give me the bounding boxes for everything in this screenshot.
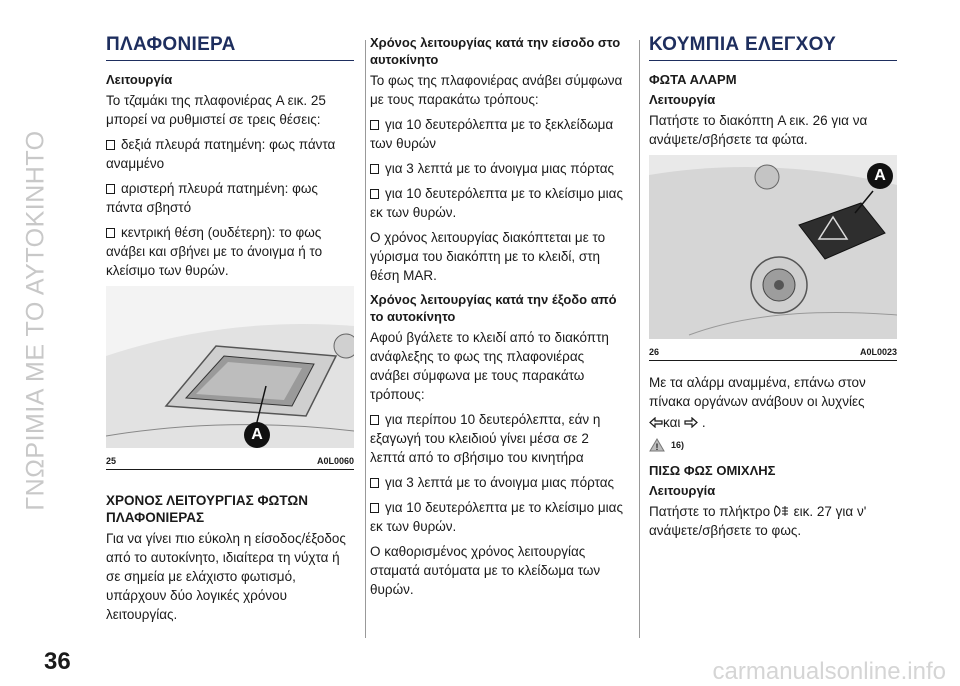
- column-1: [106, 34, 354, 630]
- chapter-side-title: ΓΝΩΡΙΜΙΑ ΜΕ ΤΟ ΑΥΤΟΚΙΝΗΤΟ: [21, 129, 50, 511]
- warning-triangle-icon: [649, 438, 665, 452]
- warning-reference: ! 16): [649, 438, 897, 452]
- list-item: δεξιά πλευρά πατημένη: φως πάντα αναμμένο: [106, 137, 336, 171]
- subheading-hazard-lights: ΦΩΤΑ ΑΛΑΡΜ: [649, 72, 737, 87]
- paragraph: Πατήστε το πλήκτρο εικ. 27 για ν' ανάψετε/σβήσετε το φως.: [649, 504, 867, 538]
- subheading-operation: Λειτουργία: [649, 92, 716, 107]
- list-item: κεντρική θέση (ουδέτερη): το φως ανάβει και σβήνει με το άνοιγμα ή το κλείσιμο των θυρών.: [106, 225, 323, 278]
- checkbox-bullet-icon: [370, 478, 379, 488]
- list-item: για 10 δευτερόλεπτα με το κλείσιμο μιας εκ των θυρών.: [370, 186, 623, 220]
- paragraph: και .: [649, 413, 897, 432]
- svg-text:!: !: [655, 442, 659, 452]
- paragraph: Ο χρόνος λειτουργίας διακόπτεται με το γύρισμα του διακόπτη με το κλειδί, στη θέση MAR.: [370, 230, 606, 283]
- figure-marker-a: A: [244, 422, 270, 448]
- ceiling-light-illustration: [106, 286, 354, 448]
- checkbox-bullet-icon: [106, 140, 115, 150]
- list-item: για 3 λεπτά με το άνοιγμα μιας πόρτας: [370, 473, 624, 492]
- checkbox-bullet-icon: [106, 228, 115, 238]
- checkbox-bullet-icon: [370, 503, 379, 513]
- checkbox-bullet-icon: [370, 415, 379, 425]
- checkbox-bullet-icon: [370, 189, 379, 199]
- figure-25: [106, 286, 354, 470]
- column-divider: [365, 40, 366, 638]
- turn-signal-left-icon: [649, 417, 663, 428]
- figure-caption: 25 A0L0060: [106, 456, 354, 466]
- footer-watermark-url: carmanualsonline.info: [712, 658, 946, 685]
- section-title-controls: ΚΟΥΜΠΙΑ ΕΛΕΓΧΟΥ: [649, 34, 897, 61]
- figure-marker-a: A: [867, 163, 893, 189]
- subheading-operation: Λειτουργία: [649, 483, 716, 498]
- list-item: για 3 λεπτά με το άνοιγμα μιας πόρτας: [370, 159, 624, 178]
- section-heading-light-timing: ΧΡΟΝΟΣ ΛΕΙΤΟΥΡΓΙΑΣ ΦΩΤΩΝ ΠΛΑΦΟΝΙΕΡΑΣ: [106, 493, 308, 525]
- section-title-plafoniera: ΠΛΑΦΟΝΙΕΡΑ: [106, 34, 354, 61]
- turn-signal-right-icon: [684, 417, 698, 428]
- list-item: για περίπου 10 δευτερόλεπτα, εάν η εξαγωγή του κλειδιού γίνει μέσα σε 2 λεπτά από το σβήσιμο του κινητήρα: [370, 412, 601, 465]
- checkbox-bullet-icon: [106, 184, 115, 194]
- paragraph: Αφού βγάλετε το κλειδί από το διακόπτη ανάφλεξης το φως της πλαφονιέρας ανάβει σύμφωνα με τους παρακάτω τρόπους:: [370, 330, 609, 402]
- paragraph: Με τα αλάρμ αναμμένα, επάνω στον πίνακα οργάνων ανάβουν οι λυχνίες: [649, 375, 866, 409]
- list-item: για 10 δευτερόλεπτα με το κλείσιμο μιας εκ των θυρών.: [370, 500, 623, 534]
- rear-fog-light-icon: [774, 505, 790, 517]
- subheading-entry-timing: Χρόνος λειτουργίας κατά την είσοδο στο αυτοκίνητο: [370, 35, 621, 67]
- list-item: για 10 δευτερόλεπτα με το ξεκλείδωμα των θυρών: [370, 117, 614, 151]
- paragraph: Το φως της πλαφονιέρας ανάβει σύμφωνα με τους παρακάτω τρόπους:: [370, 73, 623, 107]
- paragraph: Για να γίνει πιο εύκολη η είσοδος/έξοδος από το αυτοκίνητο, ιδιαίτερα τη νύχτα ή σε σημεία με ελάχιστο φωτισμό, υπάρχουν δύο λογικές χρόνου λειτουργίας.: [106, 531, 346, 622]
- subheading-rear-fog-light: ΠΙΣΩ ΦΩΣ ΟΜΙΧΛΗΣ: [649, 463, 776, 478]
- column-3: [649, 34, 897, 546]
- checkbox-bullet-icon: [370, 120, 379, 130]
- paragraph: Το τζαμάκι της πλαφονιέρας A εικ. 25 μπορεί να ρυθμιστεί σε τρεις θέσεις:: [106, 93, 326, 127]
- column-divider: [639, 40, 640, 638]
- paragraph: Ο καθορισμένος χρόνος λειτουργίας σταματά αυτόματα με το κλείδωμα των θυρών.: [370, 544, 601, 597]
- subheading-exit-timing: Χρόνος λειτουργίας κατά την έξοδο από το αυτοκίνητο: [370, 292, 617, 324]
- page-number: 36: [44, 648, 71, 675]
- figure-26: [649, 155, 897, 361]
- figure-caption: 26 A0L0023: [649, 347, 897, 357]
- subheading-operation: Λειτουργία: [106, 72, 173, 87]
- list-item: αριστερή πλευρά πατημένη: φως πάντα σβηστό: [106, 181, 318, 215]
- checkbox-bullet-icon: [370, 164, 379, 174]
- hazard-switch-illustration: [649, 155, 897, 339]
- column-2: [370, 34, 624, 605]
- paragraph: Πατήστε το διακόπτη A εικ. 26 για να ανάψετε/σβήσετε τα φώτα.: [649, 113, 868, 147]
